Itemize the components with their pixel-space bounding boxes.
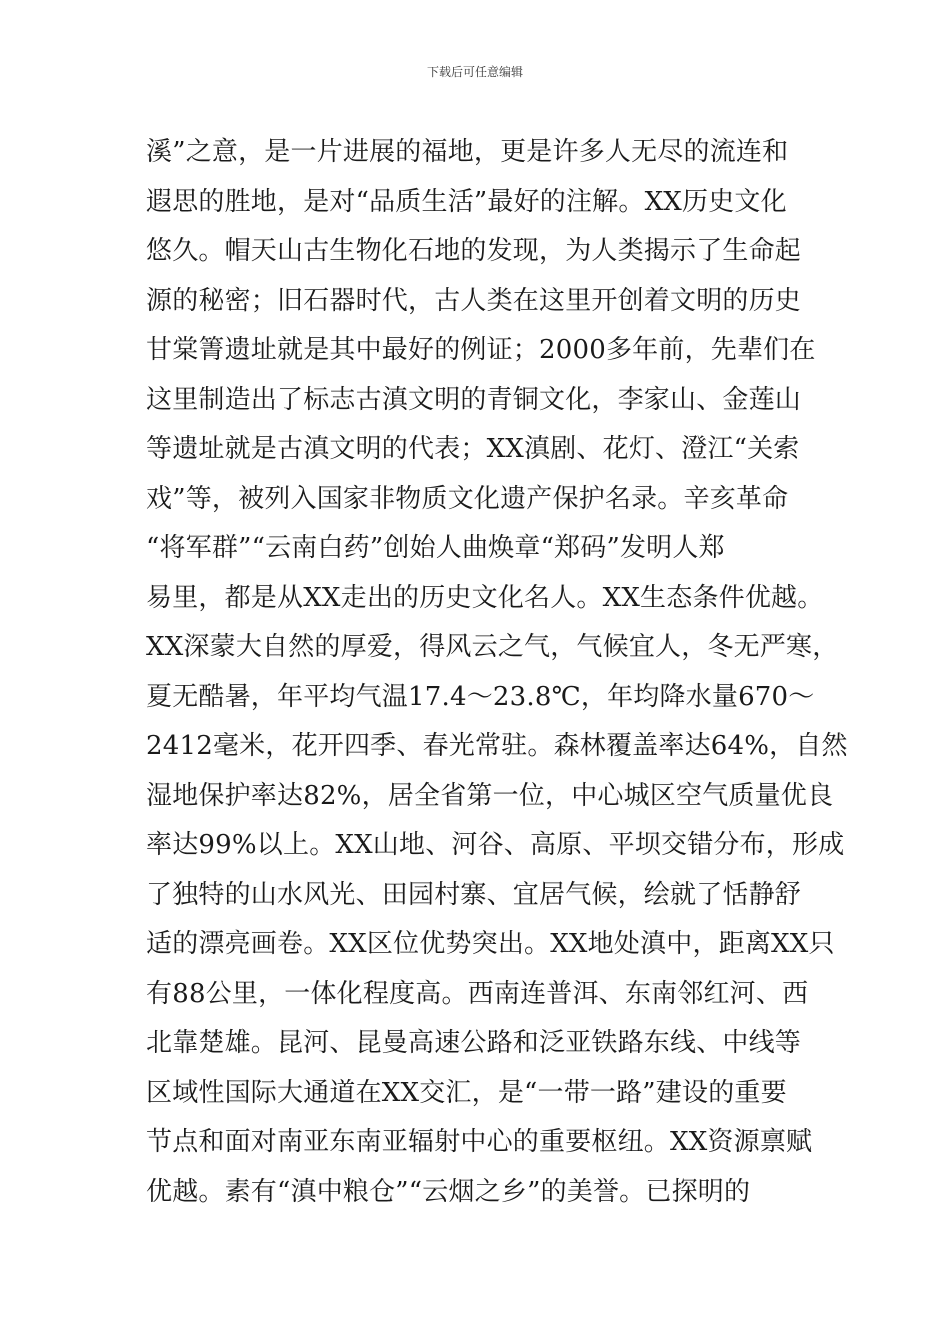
body-text (146, 128, 848, 1217)
text-line-2: 遐思的胜地，是对“品质生活”最好的注解。XX历史文化 (146, 186, 787, 217)
text-line-19: 北靠楚雄。昆河、昆曼高速公路和泛亚铁路东线、中线等 (146, 1028, 802, 1058)
text-line-17: 适的漂亮画卷。XX区位优势突出。XX地处滇中，距离XX只 (146, 929, 835, 959)
text-line-13: 2412毫米，花开四季、春光常驻。森林覆盖率达64%，自然 (146, 731, 848, 761)
text-line-6: 这里制造出了标志古滇文明的青铜文化，李家山、金莲山 (146, 384, 802, 415)
text-line-3: 悠久。帽天山古生物化石地的发现，为人类揭示了生命起 (146, 236, 802, 266)
text-line-12: 夏无酷暑，年平均气温17.4～23.8℃，年均降水量670～ (146, 681, 815, 712)
text-line-14: 湿地保护率达82%，居全省第一位，中心城区空气质量优良 (146, 780, 834, 811)
page-header: 下载后可任意编辑 (426, 65, 523, 79)
text-line-9: “将军群”“云南白药”创始人曲焕章“郑码”发明人郑 (146, 533, 725, 563)
text-line-22: 优越。素有“滇中粮仓”“云烟之乡”的美誉。已探明的 (146, 1176, 751, 1207)
text-line-1: 溪”之意，是一片进展的福地，更是许多人无尽的流连和 (146, 137, 789, 167)
text-line-21: 节点和面对南亚东南亚辐射中心的重要枢纽。XX资源禀赋 (146, 1127, 813, 1157)
text-line-18: 有88公里，一体化程度高。西南连普洱、东南邻红河、西 (146, 978, 809, 1009)
text-line-8: 戏”等，被列入国家非物质文化遗产保护名录。辛亥革命 (146, 483, 789, 514)
text-line-10: 易里，都是从XX走出的历史文化名人。XX生态条件优越。 (146, 582, 824, 613)
text-line-5: 甘棠箐遗址就是其中最好的例证；2000多年前，先辈们在 (146, 335, 816, 365)
text-line-20: 区域性国际大通道在XX交汇，是“一带一路”建设的重要 (146, 1077, 787, 1108)
text-line-16: 了独特的山水风光、田园村寨、宜居气候，绘就了恬静舒 (146, 879, 802, 910)
text-line-7: 等遗址就是古滇文明的代表；XX滇剧、花灯、澄江“关索 (146, 434, 800, 464)
text-line-15: 率达99%以上。XX山地、河谷、高原、平坝交错分布，形成 (146, 830, 845, 860)
text-line-4: 源的秘密；旧石器时代，古人类在这里开创着文明的历史 (146, 285, 802, 316)
text-line-11: XX深蒙大自然的厚爱，得风云之气，气候宜人，冬无严寒， (146, 632, 839, 662)
